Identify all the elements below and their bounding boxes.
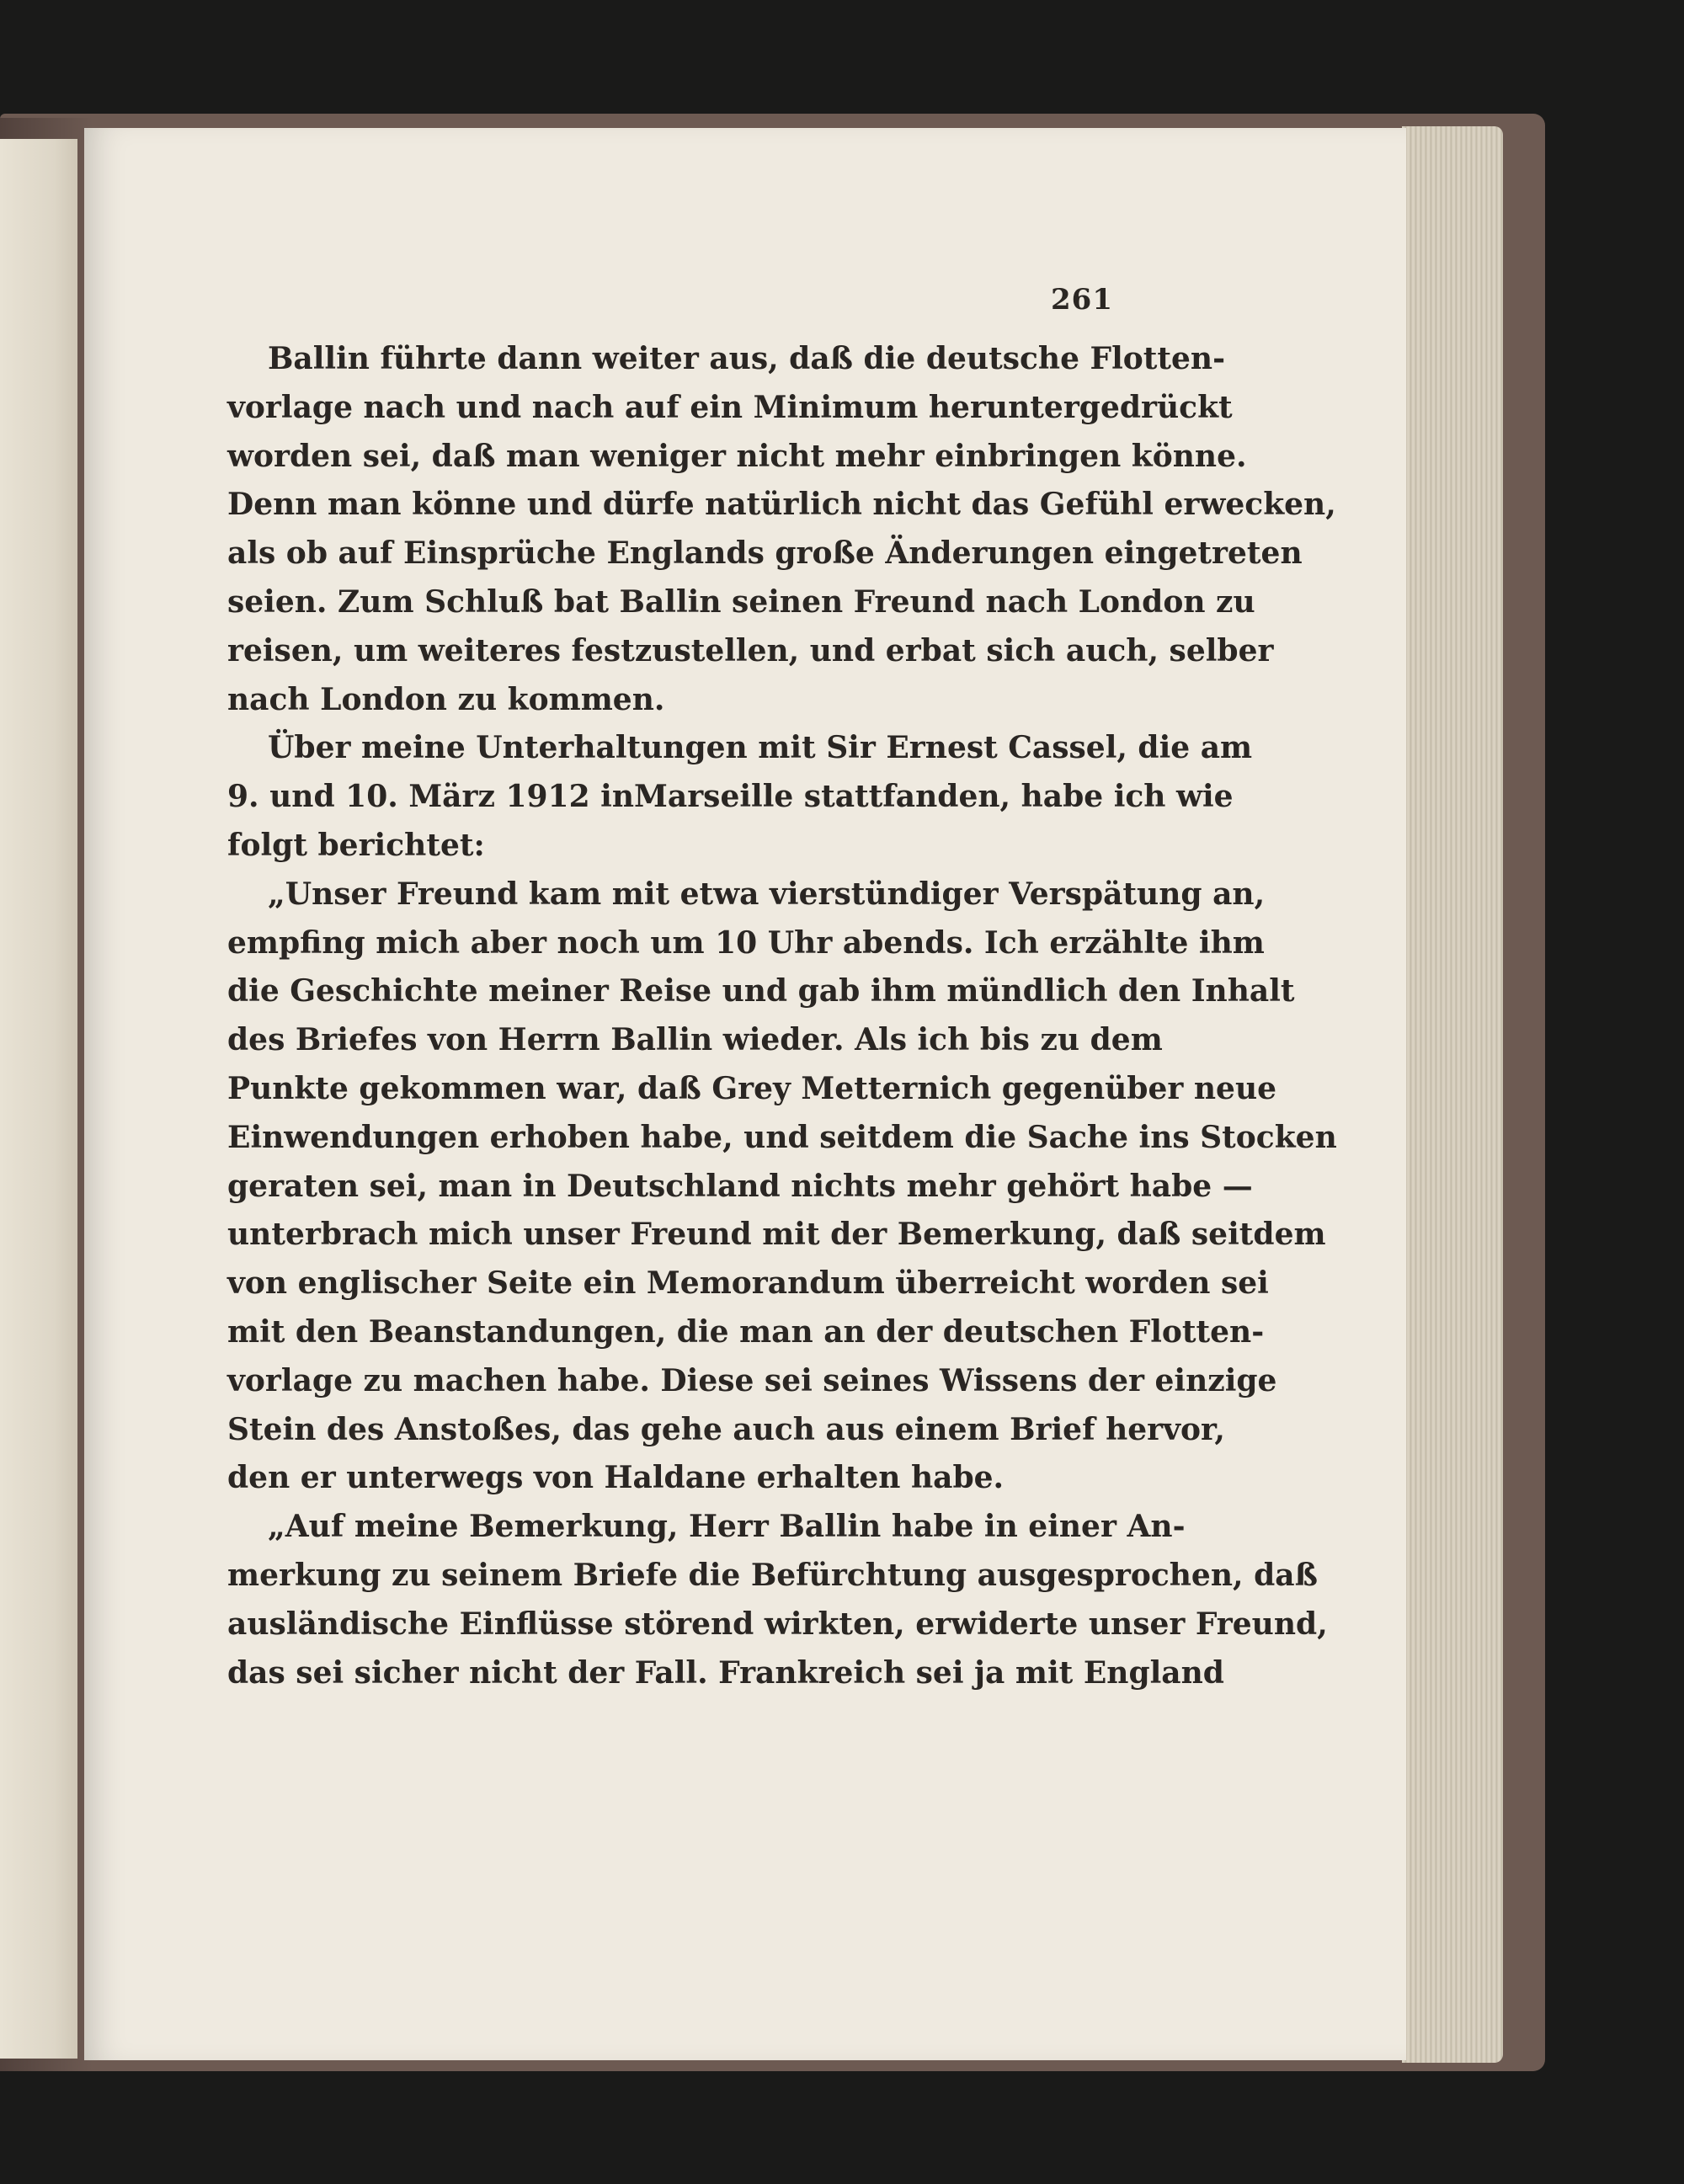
text-line: das sei sicher nicht der Fall. Frankreich sei ja mit England (227, 1654, 1224, 1691)
text-line: Denn man könne und dürfe natürlich nicht das Gefühl erwecken, (227, 487, 1336, 523)
text-line: des Briefes von Herrn Ballin wieder. Als ich bis zu dem (227, 1022, 1163, 1058)
text-line: vorlage nach und nach auf ein Minimum heruntergedrückt (227, 389, 1233, 425)
page-text (227, 335, 1337, 1697)
text-line: worden sei, daß man weniger nicht mehr einbringen könne. (227, 438, 1247, 474)
text-line: Punkte gekommen war, daß Grey Metternich gegenüber neue (227, 1070, 1277, 1106)
text-line: reisen, um weiteres festzustellen, und erbat sich auch, selber (227, 632, 1274, 669)
text-line: unterbrach mich unser Freund mit der Bemerkung, daß seitdem (227, 1217, 1326, 1253)
text-line: 9. und 10. März 1912 inMarseille stattfanden, habe ich wie (227, 779, 1234, 815)
text-line: vorlage zu machen habe. Diese sei seines Wissens der einzige (227, 1362, 1277, 1398)
text-line: seien. Zum Schluß bat Ballin seinen Freund nach London zu (227, 583, 1255, 620)
text-line: nach London zu kommen. (227, 681, 665, 717)
text-line: ausländische Einflüsse störend wirkten, erwiderte unser Freund, (227, 1606, 1328, 1642)
text-line: folgt berichtet: (227, 827, 485, 863)
text-line: als ob auf Einsprüche Englands große Änderungen eingetreten (227, 535, 1303, 572)
text-line: von englischer Seite ein Memorandum überreicht worden sei (227, 1265, 1269, 1302)
text-line: „Auf meine Bemerkung, Herr Ballin habe in einer An- (268, 1509, 1186, 1545)
text-line: merkung zu seinem Briefe die Befürchtung ausgesprochen, daß (227, 1557, 1318, 1593)
page-number: 261 (1051, 283, 1113, 317)
page-stack-edges (1402, 126, 1503, 2063)
paragraph (227, 724, 1253, 870)
text-line: die Geschichte meiner Reise und gab ihm mündlich den Inhalt (227, 973, 1295, 1009)
left-page-edge (0, 139, 77, 2059)
text-line: geraten sei, man in Deutschland nichts mehr gehört habe — (227, 1168, 1253, 1204)
paragraph (227, 335, 1336, 724)
text-line: Einwendungen erhoben habe, und seitdem die Sache ins Stocken (227, 1119, 1337, 1155)
text-line: „Unser Freund kam mit etwa vierstündiger Verspätung an, (268, 876, 1266, 912)
text-line: Ballin führte dann weiter aus, daß die deutsche Flotten- (268, 341, 1226, 376)
text-line: mit den Beanstandungen, die man an der deutschen Flotten- (227, 1313, 1265, 1350)
paragraph (227, 1503, 1328, 1697)
text-line: Über meine Unterhaltungen mit Sir Ernest Cassel, die am (268, 730, 1253, 766)
paragraph (227, 871, 1337, 1503)
text-line: empfing mich aber noch um 10 Uhr abends. Ich erzählte ihm (227, 924, 1265, 961)
text-line: den er unterwegs von Haldane erhalten habe. (227, 1460, 1005, 1496)
text-line: Stein des Anstoßes, das gehe auch aus einem Brief hervor, (227, 1411, 1225, 1447)
